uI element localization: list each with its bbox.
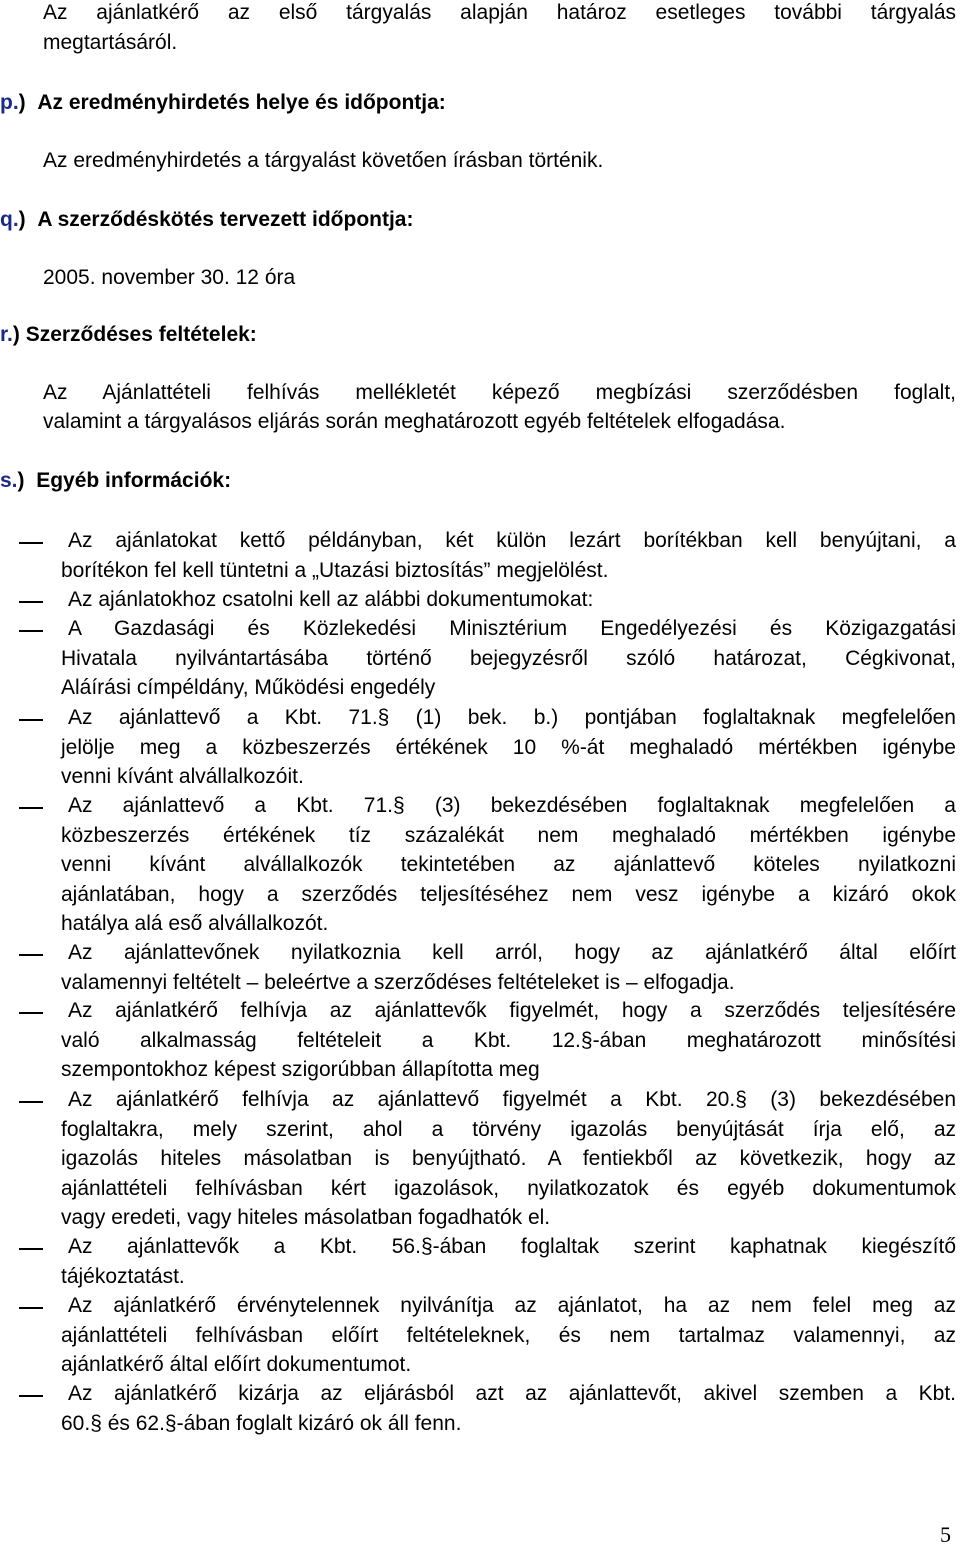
section-q-title: A szerződéskötés tervezett időpontja: [37, 208, 414, 231]
bullet-line: foglaltakra, mely szerint, ahol a törvény igazolás benyújtását írja elő, az [61, 1117, 956, 1141]
bullet-line: ajánlattételi felhívásban kért igazolások, nyilatkozatok és egyéb dokumentumok [61, 1176, 956, 1200]
section-s-heading: s.) Egyéb információk: [0, 469, 232, 492]
bullet-dash-icon [19, 601, 43, 603]
bullet-line: Az ajánlatkérő felhívja az ajánlattevő figyelmét a Kbt. 20.§ (3) bekezdésében [68, 1088, 956, 1111]
bullet-dash-icon [19, 1307, 43, 1309]
bullet-dash-icon [19, 1248, 43, 1250]
section-q-body: 2005. november 30. 12 óra [43, 266, 296, 289]
bullet-dash-icon [19, 954, 43, 956]
section-s-label: s. [0, 469, 18, 492]
bullet-line: venni kívánt alvállalkozók tekintetében az ajánlattevő köteles nyilatkozni [61, 853, 956, 876]
bullet-line: vagy eredeti, vagy hiteles másolatban fogadhatók el. [61, 1206, 551, 1229]
bullet-line: jelölje meg a közbeszerzés értékének 10 %-át meghaladó mértékben igénybe [61, 735, 956, 759]
bullet-line: Az ajánlatkérő érvénytelennek nyilvánítja az ajánlatot, ha az nem felel meg az [68, 1294, 956, 1317]
bullet-line: ajánlattételi felhívásban előírt feltételeknek, és nem tartalmaz valamennyi, az [61, 1323, 956, 1347]
bullet-line: Az ajánlatkérő felhívja az ajánlattevők figyelmét, hogy a szerződés teljesítésére [68, 999, 956, 1022]
bullet-line: Az ajánlattevőnek nyilatkoznia kell arról, hogy az ajánlatkérő által előírt [68, 941, 956, 964]
bullet-line: hatálya alá eső alvállalkozót. [61, 912, 329, 935]
bullet-line: Az ajánlattevő a Kbt. 71.§ (3) bekezdésében foglaltaknak megfelelően a [68, 794, 956, 817]
section-r-heading: r.) Szerződéses feltételek: [0, 323, 257, 346]
intro-line-1: Az ajánlatkérő az első tárgyalás alapján határoz esetleges további tárgyalás [43, 1, 956, 24]
bullet-line: ajánlatában, hogy a szerződés teljesítéséhez nem vesz igénybe a kizáró okok [61, 882, 956, 906]
bullet-line: venni kívánt alvállalkozóit. [61, 765, 304, 788]
bullet-line: szempontokhoz képest szigorúbban állapította meg [61, 1058, 540, 1081]
bullet-dash-icon [19, 1101, 43, 1103]
bullet-line: Aláírási címpéldány, Működési engedély [61, 676, 436, 699]
section-q-heading: q.) A szerződéskötés tervezett időpontja: [0, 208, 414, 231]
bullet-dash-icon [19, 719, 43, 721]
bullet-line: valamennyi feltételt – beleértve a szerződéses feltételeket is – elfogadja. [61, 970, 735, 994]
bullet-line: Az ajánlattevők a Kbt. 56.§-ában foglaltak szerint kaphatnak kiegészítő [68, 1235, 956, 1258]
section-p-label: p. [0, 91, 19, 114]
bullet-line: Hivatala nyilvántartásába történő bejegyzésről szóló határozat, Cégkivonat, [61, 646, 956, 670]
bullet-line: Az ajánlatokat kettő példányban, két külön lezárt borítékban kell benyújtani, a [68, 529, 956, 552]
page-number: 5 [940, 1522, 951, 1547]
bullet-line: igazolás hiteles másolatban is benyújtható. A fentiekből az következik, hogy az [61, 1147, 956, 1170]
bullet-line: borítékon fel kell tüntetni a „Utazási biztosítás” megjelölést. [61, 558, 609, 582]
bullet-dash-icon [19, 807, 43, 809]
section-p-title: Az eredményhirdetés helye és időpontja: [37, 91, 446, 114]
section-p-heading: p.) Az eredményhirdetés helye és időpontja: [0, 91, 446, 114]
bullet-line: 60.§ és 62.§-ában foglalt kizáró ok áll fenn. [61, 1411, 462, 1435]
bullet-line: Az ajánlattevő a Kbt. 71.§ (1) bek. b.) pontjában foglaltaknak megfelelően [68, 706, 956, 729]
section-q-label: q. [0, 208, 19, 231]
bullet-line: A Gazdasági és Közlekedési Minisztérium Engedélyezési és Közigazgatási [68, 617, 956, 640]
bullet-dash-icon [19, 1395, 43, 1397]
bullet-line: Az ajánlatkérő kizárja az eljárásból azt az ajánlattevőt, akivel szemben a Kbt. [68, 1382, 956, 1405]
section-r-label: r. [0, 323, 13, 346]
bullet-dash-icon [19, 1012, 43, 1014]
bullet-line: tájékoztatást. [61, 1264, 185, 1288]
section-p-body: Az eredményhirdetés a tárgyalást követően írásban történik. [43, 149, 604, 172]
section-s-title: Egyéb információk: [36, 469, 232, 492]
section-r-title: Szerződéses feltételek: [25, 323, 257, 346]
intro-line-2: megtartásáról. [43, 31, 178, 54]
bullet-dash-icon [19, 542, 43, 544]
bullet-line: való alkalmasság feltételeit a Kbt. 12.§-ában meghatározott minősítési [61, 1028, 956, 1052]
bullet-dash-icon [19, 630, 43, 632]
bullet-line: ajánlatkérő által előírt dokumentumot. [61, 1353, 412, 1376]
bullet-line: közbeszerzés értékének tíz százalékát nem meghaladó mértékben igénybe [61, 823, 956, 847]
section-r-body-line-1: Az Ajánlattételi felhívás mellékletét képező megbízási szerződésben foglalt, [43, 381, 956, 404]
bullet-line: Az ajánlatokhoz csatolni kell az alábbi dokumentumokat: [68, 588, 594, 611]
section-r-body-line-2: valamint a tárgyalásos eljárás során meghatározott egyéb feltételek elfogadása. [43, 410, 786, 433]
